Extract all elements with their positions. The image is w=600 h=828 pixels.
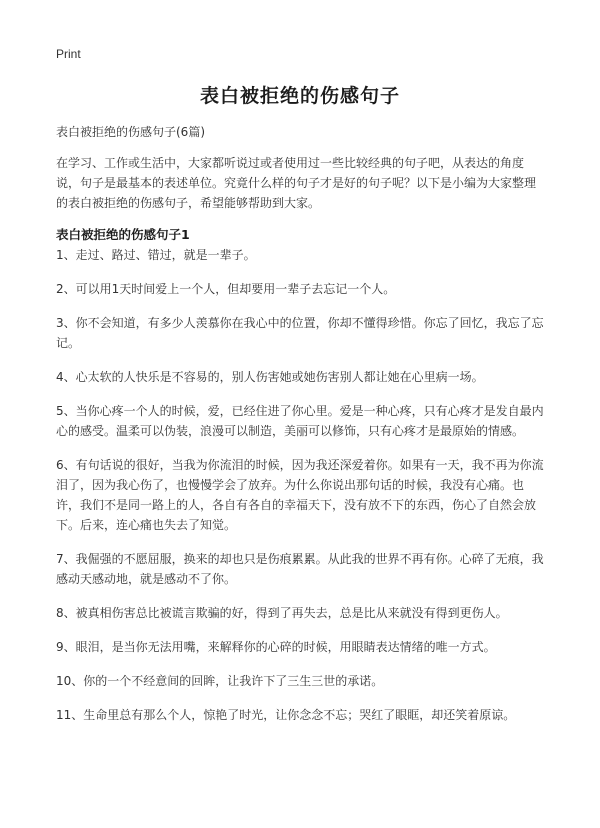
- list-item: 8、被真相伤害总比被谎言欺骗的好，得到了再失去，总是比从来就没有得到更伤人。: [56, 606, 508, 620]
- list-item: 7、我倔强的不愿屈服，换来的却也只是伤痕累累。从此我的世界不再有你。心碎了无痕，我感动天感动地，就是感动不了你。: [56, 552, 544, 586]
- page-title: 表白被拒绝的伤感句子: [199, 85, 400, 107]
- list-item: 4、心太软的人快乐是不容易的，别人伤害她或她伤害别人都让她在心里病一场。: [56, 370, 484, 384]
- list-item: 11、生命里总有那么个人，惊艳了时光，让你念念不忘；哭红了眼眶，却还笑着原谅。: [56, 708, 516, 722]
- section-heading: 表白被拒绝的伤感句子1: [56, 227, 190, 242]
- list-item: 9、眼泪，是当你无法用嘴，来解释你的心碎的时候，用眼睛表达情绪的唯一方式。: [56, 640, 496, 654]
- list-item: 3、你不会知道，有多少人羡慕你在我心中的位置，你却不懂得珍惜。你忘了回忆，我忘了忘记。: [56, 316, 544, 350]
- sentence-list: [56, 245, 544, 725]
- list-item: 1、走过、路过、错过，就是一辈子。: [56, 248, 256, 262]
- list-item: 5、当你心疼一个人的时候，爱，已经住进了你心里。爱是一种心疼，只有心疼才是发自最内心的感受。温柔可以伪装，浪漫可以制造，美丽可以修饰，只有心疼才是最原始的情感。: [56, 404, 544, 438]
- list-item: 2、可以用1天时间爱上一个人，但却要用一辈子去忘记一个人。: [56, 282, 396, 296]
- intro-paragraph: 在学习、工作或生活中，大家都听说过或者使用过一些比较经典的句子吧，从表达的角度说，句子是最基本的表述单位。究竟什么样的句子才是好的句子呢？以下是小编为大家整理的表白被拒绝的伤感句子，希望能够帮助到大家。: [56, 156, 537, 210]
- list-item: 6、有句话说的很好，当我为你流泪的时候，因为我还深爱着你。如果有一天，我不再为你流泪了，因为我心伤了，也慢慢学会了放弃。为什么你说出那句话的时候，我没有心痛。也许，我们不是同一路上的人，各自有各自的幸福天下，没有放不下的东西，伤心了自然会放下。后来，连心痛也失去了知觉。: [56, 458, 544, 532]
- print-label: Print: [56, 47, 81, 61]
- list-item: 10、你的一个不经意间的回眸，让我许下了三生三世的承诺。: [56, 674, 384, 688]
- document-subtitle: 表白被拒绝的伤感句子(6篇): [56, 125, 205, 139]
